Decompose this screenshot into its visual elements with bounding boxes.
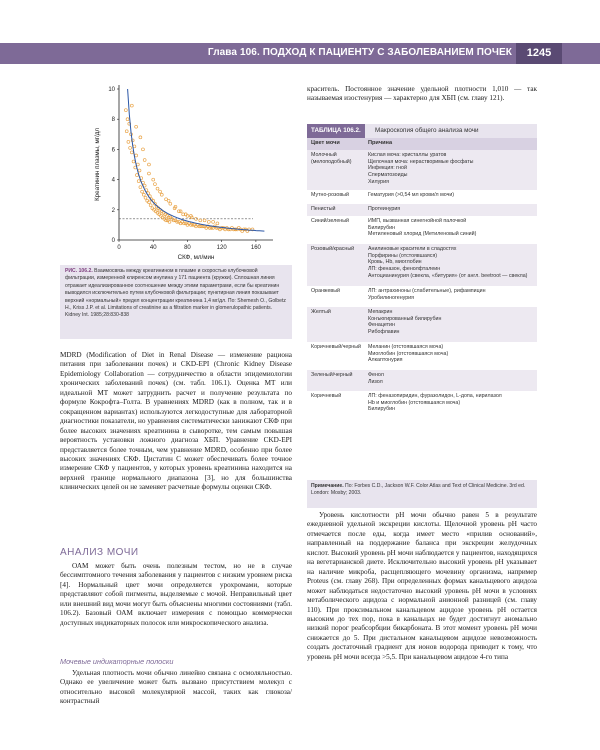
cause-cell: Анилиновые красители в сладостях Порфирины (отстоявшаяся) Кровь, Hb, миоглобин ЛП: феназон, фенолфталеин Антоцианинурия (свекла, «битурия» (от англ. beetroot — свекла) <box>368 246 528 279</box>
paragraph: Уровень кислотности рН мочи обычно равен 5 в результате ежедневной удельной экскреции кислоты. Щелочной уровень рН часто отмечается после еды, когда имеет место «прилив оснований», направленный на поддержание баланса при экскреции желудочных кислот. Высокий уровень рН мочи наблюдается у пациентов, находящихся на вегетарианской диете. Исключительно высокий уровень рН указывает на наличие микроба, расщепляющего мочевину организма, например Proteus (см. главу 268). При определенных формах канальцевого ацидоза может наблюдаться недостаточно высокий уровень рН мочи в условиях метаболического ацидоза с нормальной анионной разницей (см. главу 110). При проксимальном канальцевом ацидозе уровень рН остается высоким до тех пор, пока в канальцах не будет достигнут аномально низкий порог реабсорбции бикарбоната. В этот момент уровень рН мочи снижается до 5. При дистальном канальцевом ацидозе невозможность создать достаточный градиент для ионов водорода приводит к тому, что уровень рН мочи всегда >5,5. При канальцевом ацидозе 4-го типа <box>307 511 537 661</box>
data-point <box>160 193 163 196</box>
x-tick-label: 120 <box>216 245 227 251</box>
data-point <box>135 154 138 157</box>
section-title: АНАЛИЗ МОЧИ <box>60 547 139 558</box>
cause-cell: ЛП: антрахиноны (слабительные), рифампицин Уробилиногенурия <box>368 288 486 301</box>
x-tick-label: 80 <box>184 245 191 251</box>
table-title-bar <box>307 124 537 138</box>
page-header <box>0 43 600 64</box>
cause-cell: Протеинурия <box>368 206 401 212</box>
table-row <box>307 370 537 391</box>
data-point <box>153 183 156 186</box>
data-point <box>135 125 138 128</box>
color-cell: Зеленый/черный <box>311 372 353 378</box>
color-cell: Мутно-розовый <box>311 192 349 198</box>
data-point <box>124 109 127 112</box>
paragraph: Удельная плотность мочи обычно линейно связана с осмоляльностью. Однако ее увеличение может быть вызвано присутствием молекул с относительно высокой молекулярной массой, таких как глюкоза/контрастный <box>60 669 292 706</box>
table-row <box>307 244 537 286</box>
cause-cell: Меланин (отстоявшаяся моча) Миоглобин (отстоявшаяся моча) Алкаптонурия <box>368 344 449 364</box>
data-point <box>152 178 155 181</box>
paragraph: краситель. Постоянное значение удельной плотности 1,010 — так называемая изостенурия — характерно для ХБП (см. главу 121). <box>307 85 537 103</box>
table-row <box>307 190 537 204</box>
y-tick-label: 4 <box>111 177 115 184</box>
data-point <box>159 190 162 193</box>
data-point <box>156 187 159 190</box>
table-name: Макроскопия общего анализа мочи <box>375 127 479 134</box>
table-row <box>307 204 537 216</box>
x-tick-label: 160 <box>250 245 261 251</box>
y-tick-label: 2 <box>111 207 115 214</box>
table-row <box>307 216 537 244</box>
color-cell: Молочный (мелоподобный) <box>311 152 352 165</box>
color-cell: Коричневый <box>311 393 342 399</box>
creatinine-gfr-chart <box>70 72 285 265</box>
cause-cell: Гематурия (>0,54 мл крови/л мочи) <box>368 192 455 198</box>
page-number: 1245 <box>516 43 562 64</box>
data-point <box>127 140 130 143</box>
ideal-curve <box>128 89 265 231</box>
data-point <box>126 118 129 121</box>
table-row <box>307 150 537 190</box>
color-cell: Синий/зеленый <box>311 218 349 224</box>
table-row <box>307 391 537 419</box>
data-point <box>144 196 147 199</box>
section-body <box>60 562 292 628</box>
data-point <box>147 163 150 166</box>
cause-cell: ЛП: феназопиридин, фуразолидон, L-допа, нирилазол Hb и миоглобин (отстоявшаяся моча) Билирубин <box>368 393 502 413</box>
data-point <box>129 146 132 149</box>
color-cell: Пенистый <box>311 206 336 212</box>
data-point <box>143 159 146 162</box>
data-point <box>203 219 206 222</box>
y-tick-label: 0 <box>111 238 115 244</box>
color-cell: Розовый/красный <box>311 246 355 252</box>
figure-caption-text: Взаимосвязь между креатинином в плазме и скоростью клубочковой фильтрации, измеренной клиренсом инулина у 171 пациента (кружки). Сплошная линия отражает идеализированное соотношение между этими параметрами, если бы креатинин выводился исключительно путем клубочковой фильтрации; пунктирная линия показывает верхний «нормальный» предел концентрации креатинина 1,4 мг/дл. По: Shemesh O., Golbetz H., Kriss J.P. et al. Limitations of creatinine as a filtration marker in glomerulopathic patients. Kidney Int. 1985;28:830-838 <box>65 268 286 319</box>
data-point <box>136 174 139 177</box>
color-cell: Оранжевый <box>311 288 341 294</box>
y-axis-label: Креатинин плазмы, мг/дл <box>94 128 101 201</box>
figure-caption <box>60 265 292 339</box>
table-header-row <box>307 138 537 150</box>
table-row <box>307 286 537 307</box>
data-point <box>142 148 145 151</box>
cause-cell: ИМП, вызванная синегнойной палочкой Билирубин Метиленовый хлорид (Метиленовый синий) <box>368 218 477 238</box>
left-body-text <box>60 351 292 493</box>
y-tick-label: 6 <box>111 147 115 154</box>
table-number: ТАБЛИЦА 106.2. <box>307 124 365 138</box>
note-text: По: Forbes C.D., Jackson W.F. Color Atlas and Text of Clinical Medicine. 3rd ed. London: Mosby; 2003. <box>311 483 526 497</box>
data-point <box>125 130 128 133</box>
data-point <box>147 172 150 175</box>
data-point <box>142 193 145 196</box>
paragraph: ОАМ может быть очень полезным тестом, но не в случае бессимптомного течения заболевания у пациентов с низким уровнем риска [4]. Нормальный цвет мочи определяется урохромами, которые представляют собой пигменты, выделяемые с мочой. Неправильный цвет или внешний вид мочи могут быть объяснены многими состояниями (табл. 106.2). Базовый ОАМ включает измерения с помощью коммерчески доступных индикаторных полосок или микроскопического анализа. <box>60 562 292 627</box>
subsection-body <box>60 669 292 707</box>
table-row <box>307 342 537 370</box>
data-point <box>138 169 141 172</box>
color-cell: Желтый <box>311 309 331 315</box>
cause-cell: Фенол Лизол <box>368 372 384 385</box>
data-point <box>130 104 133 107</box>
color-cell: Цвет мочи <box>311 140 340 146</box>
color-cell: Коричневый/черный <box>311 344 361 350</box>
x-axis-label: СКФ, мл/мин <box>177 254 215 261</box>
note-label: Примечание. <box>311 483 344 489</box>
table-note <box>307 480 537 508</box>
data-point <box>139 186 142 189</box>
data-point <box>132 160 135 163</box>
y-tick-label: 10 <box>108 87 115 93</box>
y-tick-label: 8 <box>111 117 115 124</box>
data-point <box>141 190 144 193</box>
data-point <box>216 222 219 225</box>
data-point <box>169 202 172 205</box>
subsection-title: Мочевые индикаторные полоски <box>60 657 174 666</box>
data-point <box>130 151 133 154</box>
chapter-title: Глава 106. ПОДХОД К ПАЦИЕНТУ С ЗАБОЛЕВАНИЕМ ПОЧЕК <box>207 47 512 58</box>
right-top-text <box>307 85 537 104</box>
right-body-text <box>307 511 537 662</box>
x-tick-label: 0 <box>117 245 121 251</box>
cause-cell: Мепакрин Конъюгированный билирубин Фенацетин Рибофлавин <box>368 309 442 336</box>
data-point <box>137 180 140 183</box>
cause-cell: Причина <box>368 140 393 146</box>
paragraph: MDRD (Modification of Diet in Renal Disease — изменение рациона питания при заболевании почек) и CKD-EPI (Chronic Kidney Disease Epidemiology Collaboration — сотрудничество в области эпидемиологии хронических заболеваний почек) (см. табл. 106.1). Оценка МТ или идеальной МТ может затруднить расчет и получение результата по формуле Кокрофта–Голта. В уравнениях MDRD (как в полном, так и в сокращенном вариантах) используются легкодоступные для лабораторной диагностики показатели, но уравнения систематически занижают СКФ при более высоких значениях креатинина в сыворотке, тем самым повышая вероятность установки ложного диагноза ХБП. Уравнение CKD-EPI представляется более точным, чем уравнение MDRD, особенно при более высоких значениях СКФ. Цистатин С может обеспечивать более точное измерение СКФ у пациентов, у которых уровень креатинина находится на верхней границе нормального диапазона [3], но для большинства клинических целей он не заменяет расчетные формулы оценки СКФ. <box>60 351 292 492</box>
data-point <box>207 220 210 223</box>
cause-cell: Кислая моча: кристаллы уратов Щелочная моча: нерастворимые фосфаты Инфекция: гной Сперматозоиды Хилурия <box>368 152 474 185</box>
data-point <box>139 136 142 139</box>
data-point <box>167 199 170 202</box>
figure-label: РИС. 106.2. <box>65 268 93 274</box>
data-point <box>149 204 152 207</box>
table-row <box>307 307 537 342</box>
data-point <box>199 219 202 222</box>
data-point <box>212 220 215 223</box>
x-tick-label: 40 <box>149 245 157 251</box>
